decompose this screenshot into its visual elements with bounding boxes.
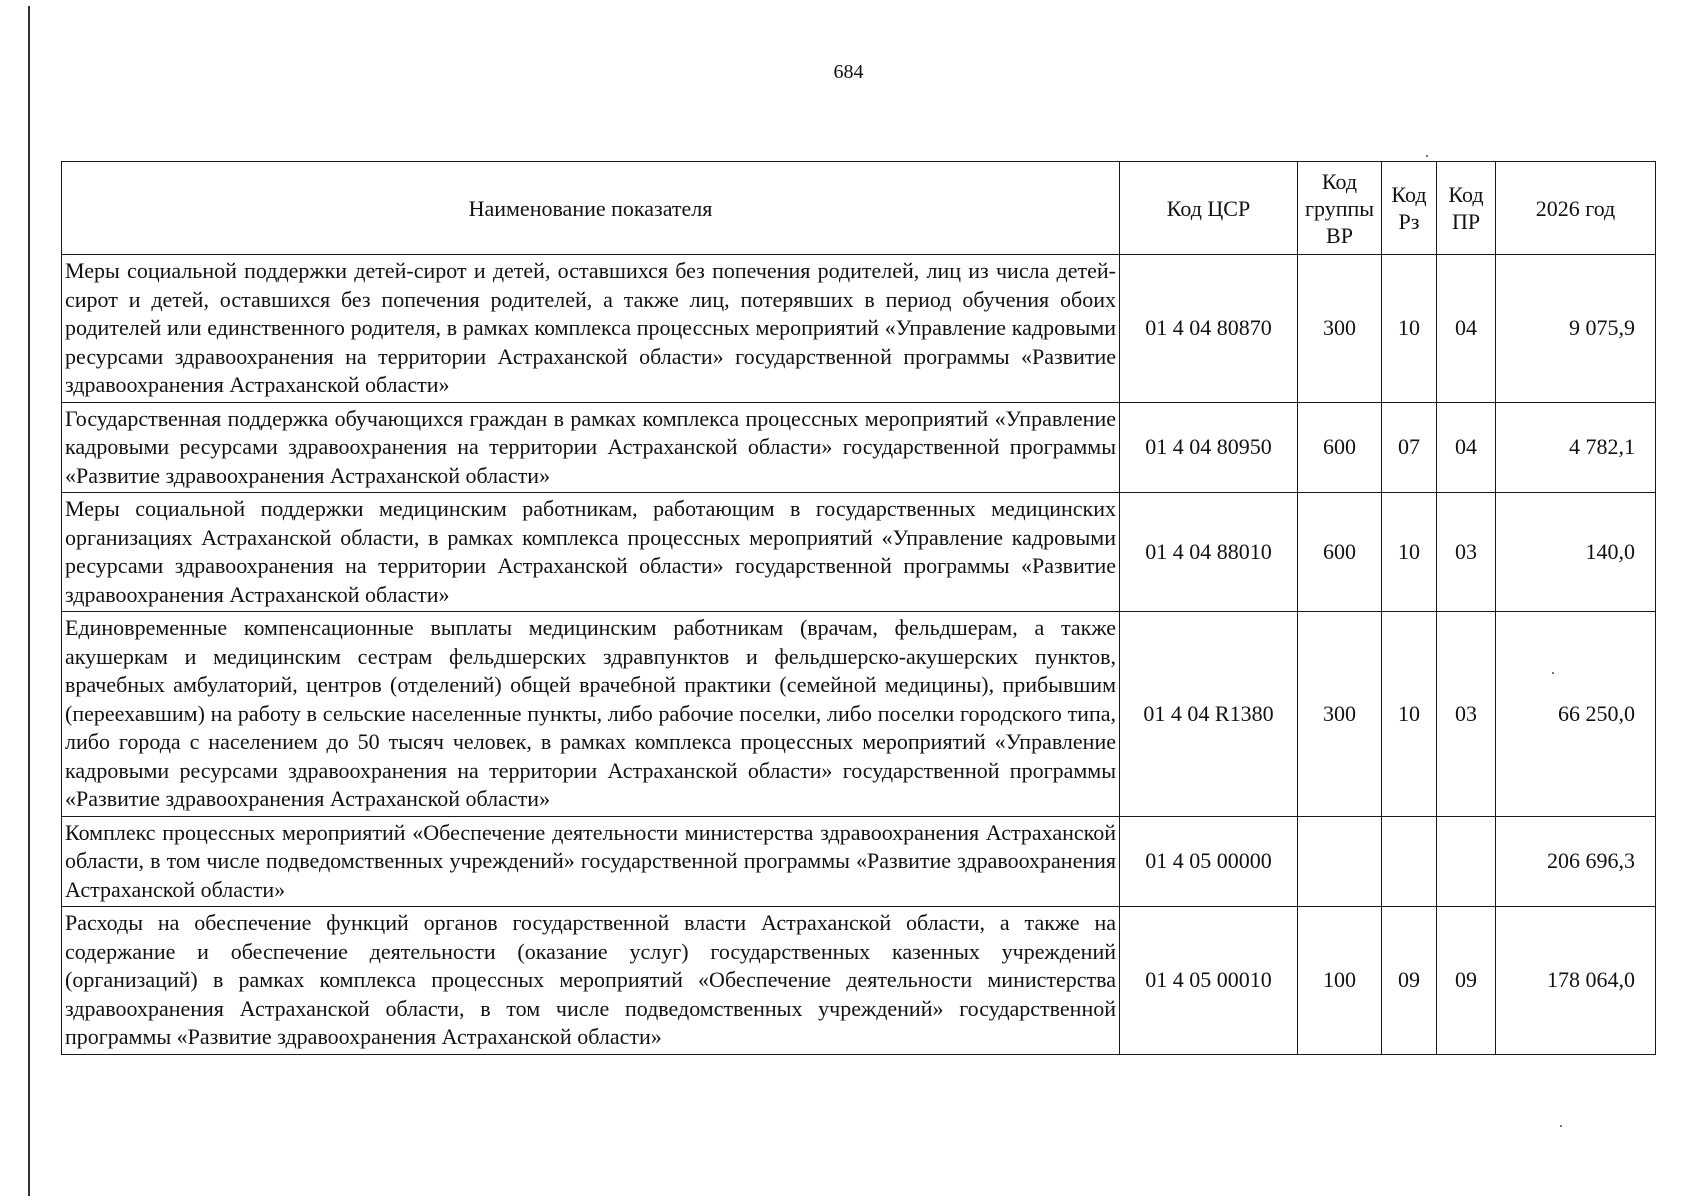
row-amount: 178 064,0 (1496, 907, 1656, 1055)
row-vr-code (1298, 816, 1382, 907)
left-margin-line (28, 6, 30, 1196)
row-rz-code: 10 (1382, 255, 1437, 403)
scan-speck (1560, 1125, 1562, 1127)
row-pr-code: 03 (1437, 612, 1496, 817)
table-row (62, 612, 1656, 817)
row-pr-code: 04 (1437, 255, 1496, 403)
header-csr-code: Код ЦСР (1120, 162, 1298, 255)
budget-table (61, 161, 1656, 1055)
table-row (62, 907, 1656, 1055)
row-csr-code: 01 4 04 80870 (1120, 255, 1298, 403)
row-vr-code: 300 (1298, 612, 1382, 817)
table-header-row (62, 162, 1656, 255)
header-vr-code: Код группы ВР (1298, 162, 1382, 255)
row-vr-code: 100 (1298, 907, 1382, 1055)
scan-speck (1426, 155, 1428, 157)
table-row (62, 402, 1656, 493)
row-csr-code: 01 4 04 88010 (1120, 493, 1298, 612)
row-amount: 4 782,1 (1496, 402, 1656, 493)
row-rz-code: 07 (1382, 402, 1437, 493)
row-pr-code: 04 (1437, 402, 1496, 493)
row-name: Меры социальной поддержки медицинским работникам, работающим в государственных медицинских организациях Астраханской области, в рамках комплекса процессных мероприятий «Управление кадровыми ресурсами здравоохранения на территории Астраханской области» государственной программы «Развитие здравоохранения Астраханской области» (62, 493, 1120, 612)
row-pr-code: 03 (1437, 493, 1496, 612)
row-rz-code (1382, 816, 1437, 907)
row-name: Государственная поддержка обучающихся граждан в рамках комплекса процессных мероприятий «Управление кадровыми ресурсами здравоохранения на территории Астраханской области» государственной программы «Развитие здравоохранения Астраханской области» (62, 402, 1120, 493)
row-csr-code: 01 4 04 80950 (1120, 402, 1298, 493)
header-name: Наименование показателя (62, 162, 1120, 255)
row-amount: 9 075,9 (1496, 255, 1656, 403)
scan-speck (1552, 672, 1554, 674)
row-vr-code: 600 (1298, 493, 1382, 612)
row-rz-code: 10 (1382, 493, 1437, 612)
page-number: 684 (833, 61, 864, 83)
row-name: Комплекс процессных мероприятий «Обеспечение деятельности министерства здравоохранения Астраханской области, в том числе подведомственных учреждений» государственной программы «Развитие здравоохранения Астраханской области» (62, 816, 1120, 907)
header-pr-code: Код ПР (1437, 162, 1496, 255)
row-amount: 140,0 (1496, 493, 1656, 612)
row-csr-code: 01 4 05 00010 (1120, 907, 1298, 1055)
row-vr-code: 600 (1298, 402, 1382, 493)
table-row (62, 816, 1656, 907)
row-csr-code: 01 4 05 00000 (1120, 816, 1298, 907)
row-name: Единовременные компенсационные выплаты медицинским работникам (врачам, фельдшерам, а также акушеркам и медицинским сестрам фельдшерских здравпунктов и фельдшерско-акушерских пунктов, врачебных амбулаторий, центров (отделений) общей врачебной практики (семейной медицины), прибывшим (переехавшим) на работу в сельские населенные пункты, либо рабочие поселки, либо поселки городского типа, либо города с населением до 50 тысяч человек, в рамках комплекса процессных мероприятий «Управление кадровыми ресурсами здравоохранения на территории Астраханской области» государственной программы «Развитие здравоохранения Астраханской области» (62, 612, 1120, 817)
row-amount: 66 250,0 (1496, 612, 1656, 817)
row-pr-code: 09 (1437, 907, 1496, 1055)
row-vr-code: 300 (1298, 255, 1382, 403)
table-row (62, 255, 1656, 403)
row-rz-code: 09 (1382, 907, 1437, 1055)
table-row (62, 493, 1656, 612)
row-pr-code (1437, 816, 1496, 907)
row-name: Расходы на обеспечение функций органов государственной власти Астраханской области, а также на содержание и обеспечение деятельности (оказание услуг) государственных казенных учреждений (организаций) в рамках комплекса процессных мероприятий «Обеспечение деятельности министерства здравоохранения Астраханской области, в том числе подведомственных учреждений» государственной программы «Развитие здравоохранения Астраханской области» (62, 907, 1120, 1055)
row-amount: 206 696,3 (1496, 816, 1656, 907)
header-year: 2026 год (1496, 162, 1656, 255)
row-csr-code: 01 4 04 R1380 (1120, 612, 1298, 817)
row-rz-code: 10 (1382, 612, 1437, 817)
row-name: Меры социальной поддержки детей-сирот и детей, оставшихся без попечения родителей, лиц из числа детей-сирот и детей, оставшихся без попечения родителей, а также лиц, потерявших в период обучения обоих родителей или единственного родителя, в рамках комплекса процессных мероприятий «Управление кадровыми ресурсами здравоохранения на территории Астраханской области» государственной программы «Развитие здравоохранения Астраханской области» (62, 255, 1120, 403)
header-rz-code: Код Рз (1382, 162, 1437, 255)
